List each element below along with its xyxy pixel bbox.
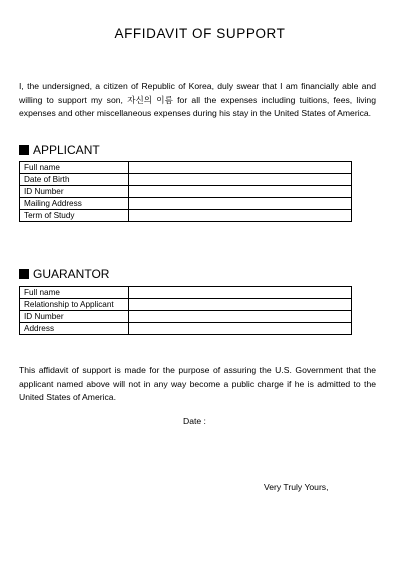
table-row [20, 323, 352, 335]
table-row [20, 287, 352, 299]
guarantor-label-address: Address [20, 323, 129, 335]
guarantor-value-full-name[interactable] [129, 287, 352, 299]
guarantor-table [19, 286, 352, 335]
intro-paragraph: I, the undersigned, a citizen of Republic of Korea, duly swear that I am financially able and willing to support my son, 자신의 이름 for all the expenses including tuitions, fees, living expenses and other miscellaneous expenses during his stay in the United States of America. [19, 81, 376, 118]
square-bullet-icon [19, 145, 29, 155]
guarantor-label-id-number: ID Number [20, 311, 129, 323]
applicant-value-mailing-address[interactable] [129, 198, 352, 210]
table-row [20, 198, 352, 210]
applicant-value-date-of-birth[interactable] [129, 174, 352, 186]
table-row [20, 162, 352, 174]
date-label: Date : [183, 416, 206, 426]
guarantor-value-id-number[interactable] [129, 311, 352, 323]
applicant-label-term-of-study: Term of Study [20, 210, 129, 222]
table-row [20, 174, 352, 186]
document-title: AFFIDAVIT OF SUPPORT [114, 26, 286, 41]
applicant-value-full-name[interactable] [129, 162, 352, 174]
guarantor-label-relationship: Relationship to Applicant [20, 299, 129, 311]
closing-signoff: Very Truly Yours, [264, 482, 329, 492]
table-row [20, 299, 352, 311]
statement-paragraph: This affidavit of support is made for the purpose of assuring the U.S. Government that the applicant named above will not in any way become a public charge if he is admitted to the United States of America. [19, 365, 376, 402]
applicant-section-heading [19, 143, 100, 157]
applicant-label-date-of-birth: Date of Birth [20, 174, 129, 186]
guarantor-label-full-name: Full name [20, 287, 129, 299]
applicant-label-mailing-address: Mailing Address [20, 198, 129, 210]
applicant-value-term-of-study[interactable] [129, 210, 352, 222]
table-row [20, 186, 352, 198]
guarantor-section-heading [19, 267, 109, 281]
square-bullet-icon [19, 269, 29, 279]
applicant-label-id-number: ID Number [20, 186, 129, 198]
applicant-value-id-number[interactable] [129, 186, 352, 198]
table-row [20, 311, 352, 323]
applicant-table [19, 161, 352, 222]
guarantor-value-relationship[interactable] [129, 299, 352, 311]
guarantor-heading-text: GUARANTOR [33, 267, 110, 281]
applicant-heading-text: APPLICANT [33, 143, 100, 157]
guarantor-value-address[interactable] [129, 323, 352, 335]
table-row [20, 210, 352, 222]
applicant-label-full-name: Full name [20, 162, 129, 174]
